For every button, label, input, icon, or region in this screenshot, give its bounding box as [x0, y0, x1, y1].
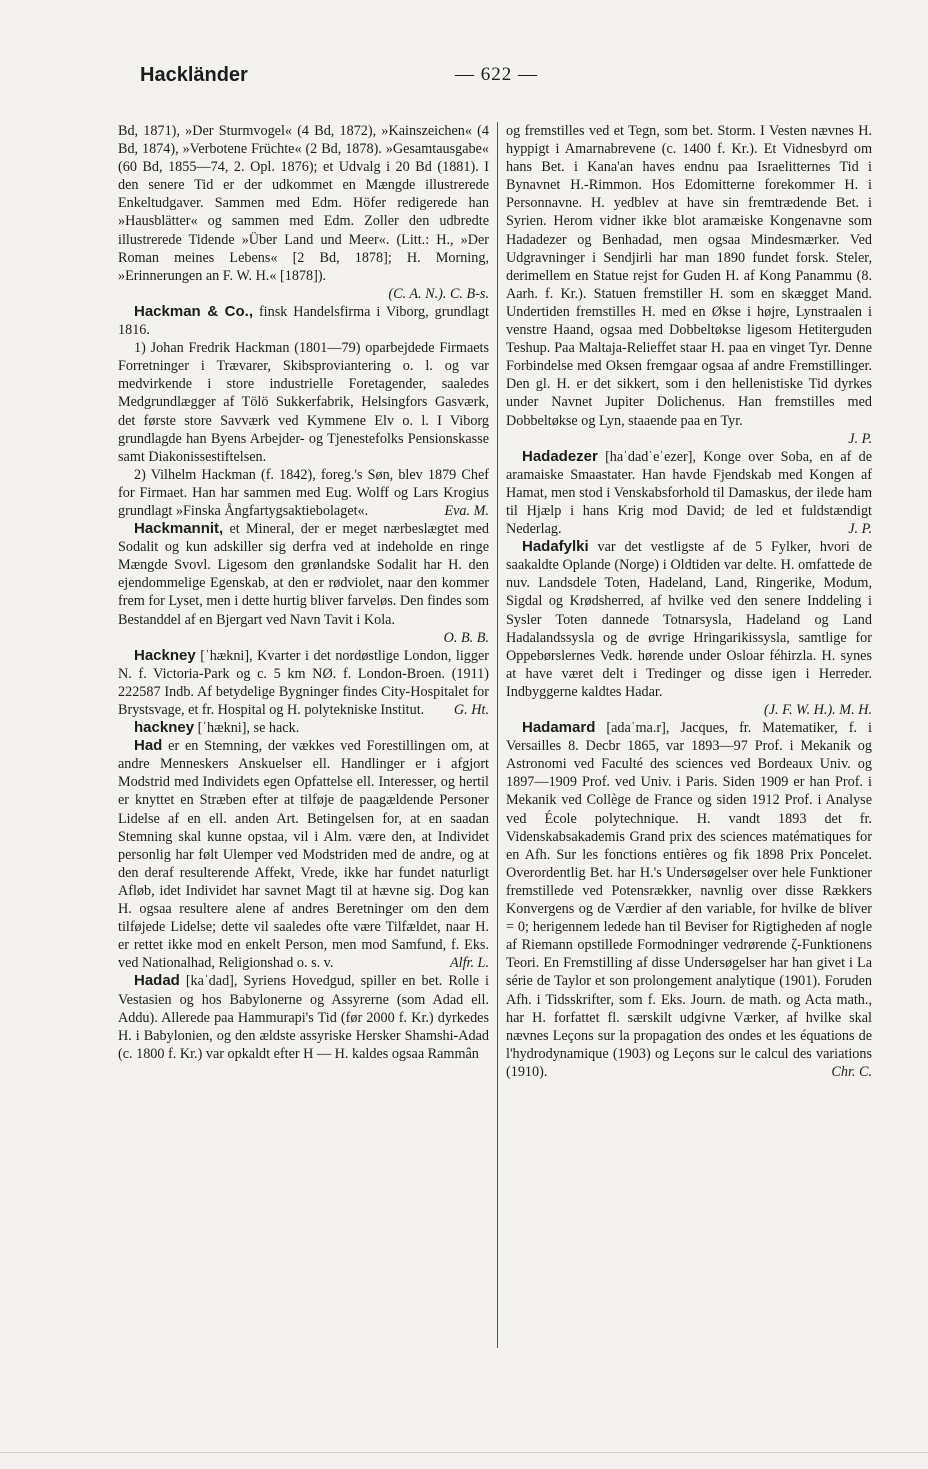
column-divider [497, 122, 498, 1348]
entry-hackney: Hackney [ˈhækni], Kvarter i det nordøstlige London, ligger N. f. Victoria-Park og c. 5 km NØ. f. London-Broen. (1911) 222587 Indb. Af betydelige Bygninger findes City-Hospitalet for Brystsvage, et fr. Hospital og H. polytekniske Institut. G. Ht. [118, 646, 489, 718]
entry-headword: Hackney [134, 646, 196, 664]
entry-headword: hackney [134, 719, 195, 737]
left-column [118, 122, 489, 1063]
signature: G. Ht. [453, 702, 489, 718]
signature: O. B. B. [443, 629, 489, 646]
entry-headword: Hadad [134, 972, 180, 990]
signature: Eva. M. [444, 502, 489, 519]
signature: Alfr. L. [449, 955, 489, 972]
entry-headword: Hadamard [522, 719, 596, 737]
entry-hackman-sub-2: 2) Vilhelm Hackman (f. 1842), foreg.'s Søn, blev 1879 Chef for Firmaet. Han har sammen med Eug. Wolff og Lars Krogius grundlagt »Finska Ångfartygsaktiebolaget«. Eva. M. [118, 466, 489, 519]
page-number: — 622 — [455, 64, 538, 85]
entry-hackman: Hackman & Co., finsk Handelsfirma i Viborg, grundlagt 1816. [118, 302, 489, 339]
entry-headword: Hadafylki [522, 538, 589, 556]
entry-headword: Hadadezer [522, 447, 598, 465]
entry-hadafylki: Hadafylki var det vestligste af de 5 Fylker, hvori de saakaldte Oplande (Norge) i Oldtiden var delte. H. omfattede de nuv. Landsdele Toten, Hadeland, Land, Ringerike, Modum, Sigdal og Krødsherred, af hvilke ved den senere Inddeling i Sysler Toten dannede Totnarsysla, Hadeland og Land Hadalandssysla og de øvrige Hringarikissysla, samtlige for Oppebørslernes Vedk. hørende under Osloar féhirzla. H. synes at have været delt i Tredinger og disse igen i Herreder. Indbyggerne kaldtes Hadar. [506, 538, 872, 700]
entry-hadad: Hadad [kaˈdad], Syriens Hovedgud, spiller en bet. Rolle i Vestasien og hos Babylonerne og Assyrerne (som Adad ell. Addu). Allerede paa Hammurapi's Tid (før 2000 f. Kr.) dyrkedes H. i Babylonien, og den ældste assyriske Hersker Shamshi-Adad (c. 1800 f. Kr.) var opkaldt efter H — H. kaldes ogsaa Rammân [118, 972, 489, 1062]
signature: (C. A. N.). C. B-s. [388, 285, 489, 302]
entry-headword: Hackman & Co., [134, 302, 253, 320]
entry-had: Had er en Stemning, der vækkes ved Forestillingen om, at andre Menneskers Anskuelser ell. Handlinger er i afgjort Modstrid med Individets egen Opfattelse ell. Interesser, og hertil er knyttet en Stræben efter at tilføje de paagældende Personer Lidelse af en ell. anden Art. Betingelsen for, at en saadan Stemning skal kunne opstaa, vil i Alm. være den, at Individet personlig har følt Ulemper ved Modstriden med de andre, og at den deraf resulterende Affekt, Vrede, ikke har fundet naturligt Afløb, idet Individet har savnet Magt til at hævne sig. Dog kan H. ogsaa resultere alene af andres Beretninger om den dem tilføjede Lidelse; dette vil saaledes ofte være Tilfældet, naar H. er rettet ikke mod en enkelt Person, men mod Samfund, f. Eks. ved Nationalhad, Religionshad o. s. v. Alfr. L. [118, 737, 489, 972]
entry-headword: Hackmannit, [134, 520, 224, 538]
entry-hackman-sub-1: 1) Johan Fredrik Hackman (1801—79) oparbejdede Firmaets Forretninger i Trævarer, Skibsproviantering o. l. og var medvirkende i store industrielle Foretagender, saaledes Medgrundlægger af Tölö Sukkerfabrik, Helsingfors Gasværk, det første store Savværk ved Kymmene Elv o. l. I Viborg grundlagde han Byens Arbejder- og Tjenestefolks Pensionskasse samt Diakonissestiftelsen. [118, 340, 489, 465]
entry-headword: Had [134, 737, 163, 755]
signature: J. P. [848, 521, 872, 538]
signature: Chr. C. [831, 1063, 872, 1080]
page-header [140, 64, 860, 96]
entry-hackmannit: Hackmannit, et Mineral, der er meget nærbeslægtet med Sodalit og kun adskiller sig derfra ved at indeholde en ringe Mængde Svovl. Ligesom den grønlandske Sodalit har H. den ejendommelige Egenskab, at den er rødviolet, naar den kommer frem for Lyset, men i dette hurtig bliver farveløs. Den findes som Bestanddel af en Bjergart ved Navn Tavit i Kola. [118, 520, 489, 628]
entry-hadadezer: Hadadezer [haˈdadˈeˈezer], Konge over Soba, en af de aramaiske Smaastater. Han havde Fjendskab med Kongen af Hamat, men stod i Venskabsforhold til Damaskus, der ilede ham til Hjælp i hans Krig mod David; de led et fuldstændigt Nederlag. J. P. [506, 447, 872, 538]
entry-hacklander-continuation: Bd, 1871), »Der Sturmvogel« (4 Bd, 1872), »Kainszeichen« (4 Bd, 1874), »Verbotene Früchte« (2 Bd, 1878). »Gesamtausgabe« (60 Bd, 1855—74, 2. Opl. 1876); et Udvalg i 20 Bd (1881). I den senere Tid er der udkommet en Mængde illustrerede Enkeltudgaver. Sammen med Edm. Höfer redigerede han »Hausblätter« og sammen med Edm. Zoller den udbredte illustrerede Tidende »Über Land und Meer«. (Litt.: H., »Der Roman meines Lebens« [2 Bd, 1878]; H. Morning, »Erinnerungen an F. W. H.« [1878]). [118, 123, 489, 284]
signature: (J. F. W. H.). M. H. [764, 702, 872, 718]
entry-hadad-continuation: og fremstilles ved et Tegn, som bet. Storm. I Vesten nævnes H. hyppigt i Amarnabrevene (c. 1400 f. Kr.). Et Vidnesbyrd om hans Bet. i Kana'an haves endnu paa Israelitternes Tid i Bynavnet H.-Rimmon. Hos Edomitterne forekommer H. i Personnavne. H. yedblev at have sin fremtrædende Bet. i Syrien. Herom vidner ikke blot aramæiske Kongenavne som Hadadezer og Benhadad, men ogsaa Mindesmærker. Ved Udgravninger i Sendjirli har man 1890 fundet forsk. Steler, derimellem en Statue rejst for Guden H. af Kong Panammu (8. Aarh. f. Kr.). Statuen fremstiller H. som en skægget Mand. Undertiden fremstilles H. med en Økse i højre, Lynstraalen i venstre Haand, ogsaa med Dobbeltøkse ligesom Hetiterguden Teshup. Paa Maltaja-Relieffet staar H. paa en vinget Tyr. Denne Forbindelse med Oksen fremgaar ogsaa af andre Fremstillinger. Den gl. H. er det sikkert, som i den hellenistiske Tid dyrkes under Navnet Jupiter Dolichenus. Han fremstilles med Dobbeltøkse og Lyn, staaende paa en Tyr. [506, 123, 872, 429]
entry-hackney-lower: hackney [ˈhækni], se hack. [134, 719, 300, 737]
signature: J. P. [848, 430, 872, 447]
entry-hadamard: Hadamard [adaˈma.r], Jacques, fr. Matematiker, f. i Versailles 8. Decbr 1865, var 1893—97 Prof. i Mekanik og Astronomi ved Faculté des sciences ved Bordeaux Univ. og 1897—1909 Prof. ved Univ. i Paris. Siden 1909 er han Prof. i Mekanik ved Collège de France og siden 1912 Prof. i Analyse ved École polytechnique. H. vandt 1893 det fr. Videnskabsakademis Grand prix des sciences matématiques for en Afh. Sur les fonctions entières og fik 1898 Prix Poncelet. Overordentlig Bet. har H.'s Undersøgelser over hele Funktioner fremstillede ved Potensrækker, navnlig over disse Rækkers Konvergens og de Værdier af den variable, for hvilke de bliver = 0; herigennem ledede han til Beviser for Rigtigheden af nogle af Riemann opstillede Formodninger vedrørende ζ-Funktionens Teori. En Fremstilling af disse Undersøgelser har han givet i La série de Taylor et son prolongement analytique (1901). Foruden Afh. i Tidsskrifter, som f. Eks. Journ. de math. og Acta math., har H. forfattet fl. særskilt udgivne Værker, af hvilke skal nævnes Leçons sur la propagation des ondes et les équations de l'hydrodynamique (1903) og Leçons sur le calcul des variations (1910). Chr. C. [506, 719, 872, 1080]
right-column [506, 122, 872, 1081]
page-bottom-edge [0, 1452, 928, 1453]
running-headword: Hackländer [140, 64, 248, 86]
